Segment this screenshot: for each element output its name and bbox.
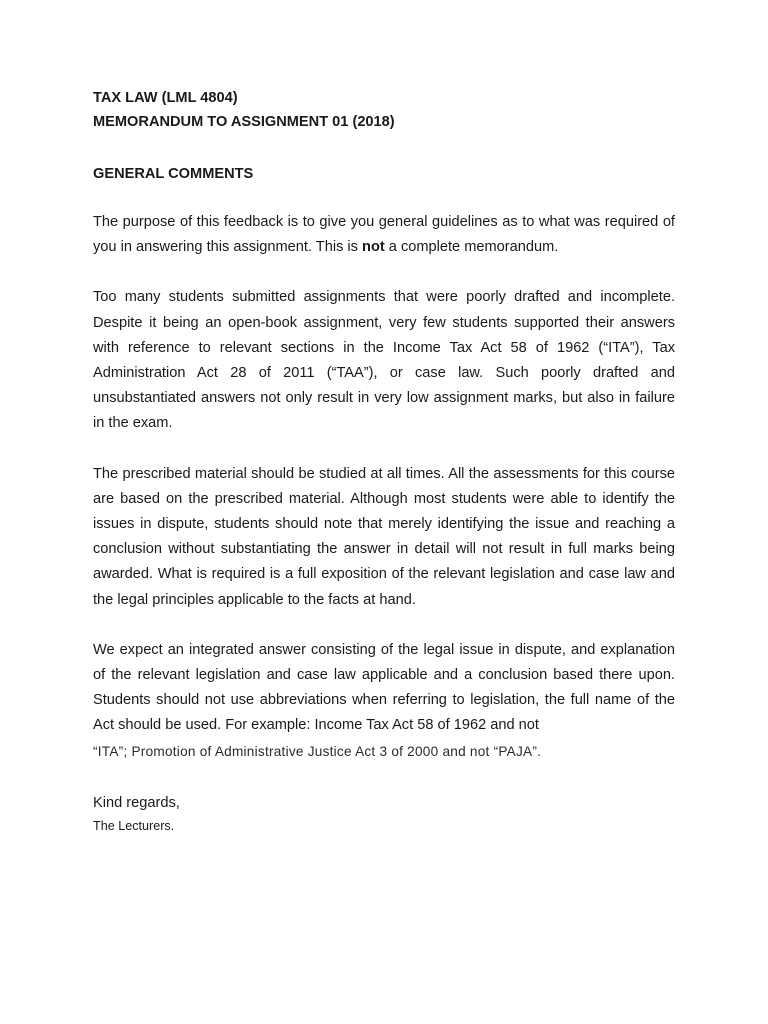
purpose-text-start: The purpose of this feedback is to give you general guidelines as to what was required of you in answering this assignment. This is [93, 214, 675, 256]
kind-regards: Kind regards, [93, 794, 180, 811]
integrated-answer-text: We expect an integrated answer consisting of the legal issue in dispute, and explanation of the relevant legislation and case law applicable and a conclusion based there upon. Students should not use abbreviations when referring to legislation, the full name of the Act should be used. For example: Income Tax Act 58 of 1962 and not [93, 641, 675, 734]
purpose-text-end: a complete memorandum. [384, 239, 559, 256]
integrated-answer-paragraph [93, 638, 675, 765]
prescribed-material-paragraph: The prescribed material should be studied at all times. All the assessments for this course are based on the prescribed material. Although most students were able to identify the issues in dispute, students should note that merely identifying the issue and reaching a conclusion without substantiating the answer in detail will not result in full marks being awarded. What is required is a full exposition of the relevant legislation and case law and the legal principles applicable to the facts at hand. [93, 465, 675, 608]
memorandum-page [93, 86, 675, 836]
course-code-heading: TAX LAW (LML 4804) [93, 90, 238, 106]
closing-block [93, 791, 675, 836]
memorandum-title: MEMORANDUM TO ASSIGNMENT 01 (2018) [93, 114, 395, 130]
submission-quality-paragraph: Too many students submitted assignments that were poorly drafted and incomplete. Despite it being an open-book assignment, very few students supported their answers with reference to relevant sections in the Income Tax Act 58 of 1962 (“ITA”), Tax Administration Act 28 of 2011 (“TAA”), or case law. Such poorly drafted and unsubstantiated answers not only result in very low assignment marks, but also in failure in the exam. [93, 289, 675, 432]
general-comments-heading: GENERAL COMMENTS [93, 166, 254, 182]
signature: The Lecturers. [93, 819, 175, 834]
purpose-paragraph [93, 210, 675, 260]
emphasis-not: not [362, 239, 385, 256]
abbreviation-example-text: “ITA”; Promotion of Administrative Justice Act 3 of 2000 and not “PAJA”. [93, 743, 542, 759]
